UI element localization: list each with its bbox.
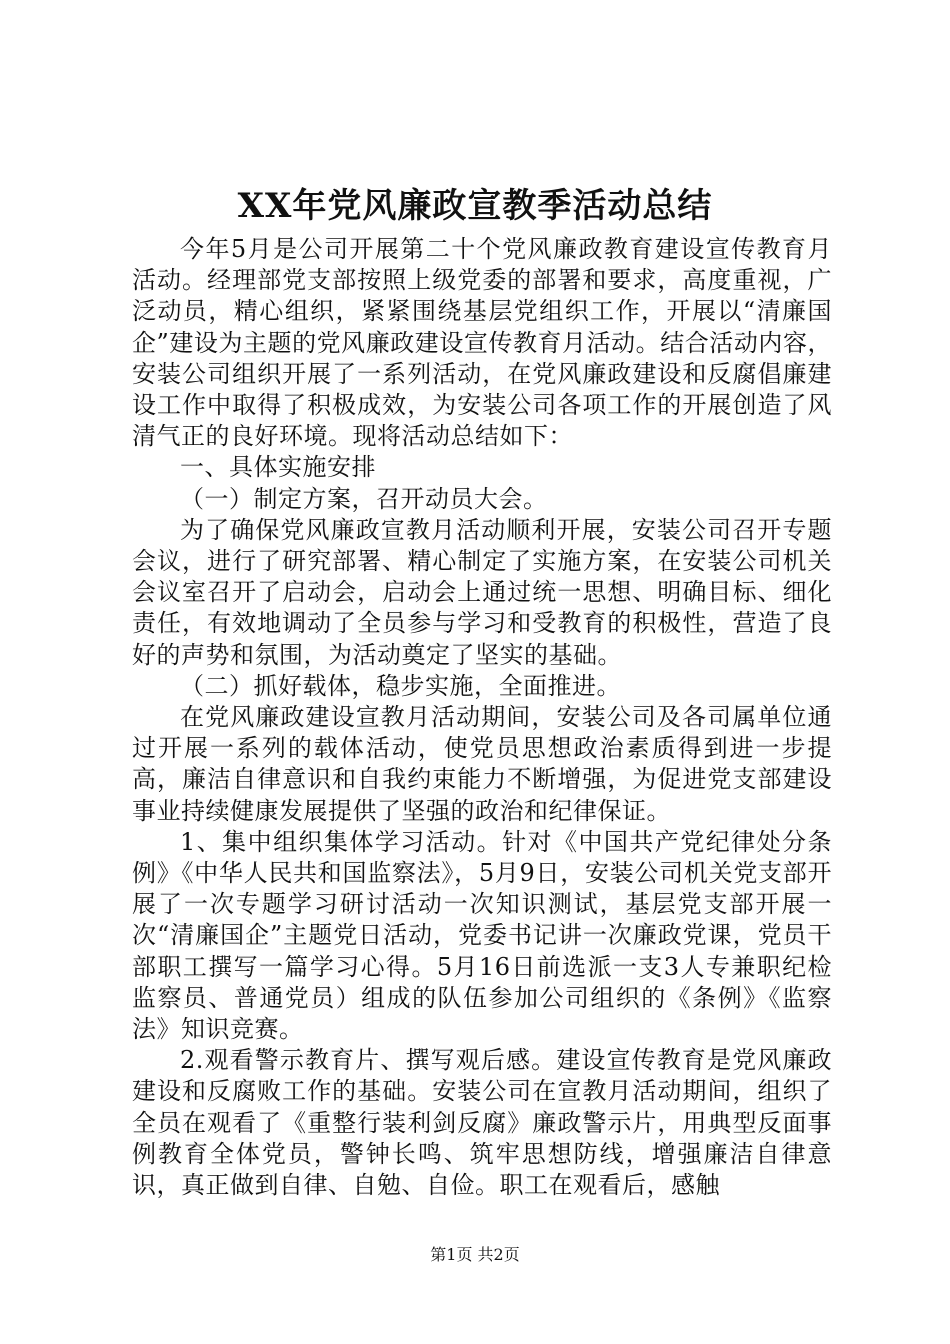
subsection-heading-2: （二）抓好载体，稳步实施，全面推进。 [180, 671, 621, 700]
body-paragraph: 为了确保党风廉政宣教月活动顺利开展，安装公司召开专题会议，进行了研究部署、精心制定了实施方案，在安装公司机关会议室召开了启动会，启动会上通过统一思想、明确目标、细化责任，有效地调动了全员参与学习和受教育的积极性，营造了良好的声势和氛围，为活动奠定了坚实的基础。 [132, 515, 832, 669]
subsection-heading-1: （一）制定方案，召开动员大会。 [180, 484, 548, 513]
intro-paragraph: 今年5月是公司开展第二十个党风廉政教育建设宣传教育月活动。经理部党支部按照上级党委的部署和要求，高度重视，广泛动员，精心组织，紧紧围绕基层党组织工作，开展以“清廉国企”建设为主题的党风廉政建设宣传教育月活动。结合活动内容，安装公司组织开展了一系列活动，在党风廉政建设和反腐倡廉建设工作中取得了积极成效，为安装公司各项工作的开展创造了风清气正的良好环境。现将活动总结如下： [132, 235, 832, 451]
page-footer: 第1页 共2页 [430, 1245, 520, 1264]
document-title: XX年党风廉政宣教季活动总结 [237, 186, 713, 226]
list-item-2: 2.观看警示教育片、撰写观后感。建设宣传教育是党风廉政建设和反腐败工作的基础。安装公司在宣教月活动期间，组织了全员在观看了《重整行装利剑反腐》廉政警示片，用典型反面事例教育全体党员，警钟长鸣、筑牢思想防线，增强廉洁自律意识，真正做到自律、自勉、自俭。职工在观看后，感触 [132, 1046, 832, 1200]
body-paragraph: 在党风廉政建设宣教月活动期间，安装公司及各司属单位通过开展一系列的载体活动，使党员思想政治素质得到进一步提高，廉洁自律意识和自我约束能力不断增强，为促进党支部建设事业持续健康发展提供了坚强的政治和纪律保证。 [132, 703, 832, 825]
list-item-1: 1、集中组织集体学习活动。针对《中国共产党纪律处分条例》《中华人民共和国监察法》，5月9日，安装公司机关党支部开展了一次专题学习研讨活动一次知识测试，基层党支部开展一次“清廉国企”主题党日活动，党委书记讲一次廉政党课，党员干部职工撰写一篇学习心得。5月16日前选派一支3人专兼职纪检监察员、普通党员）组成的队伍参加公司组织的《条例》《监察法》知识竞赛。 [132, 827, 832, 1044]
document-body [132, 234, 832, 1201]
section-heading-1: 一、具体实施安排 [180, 453, 376, 482]
